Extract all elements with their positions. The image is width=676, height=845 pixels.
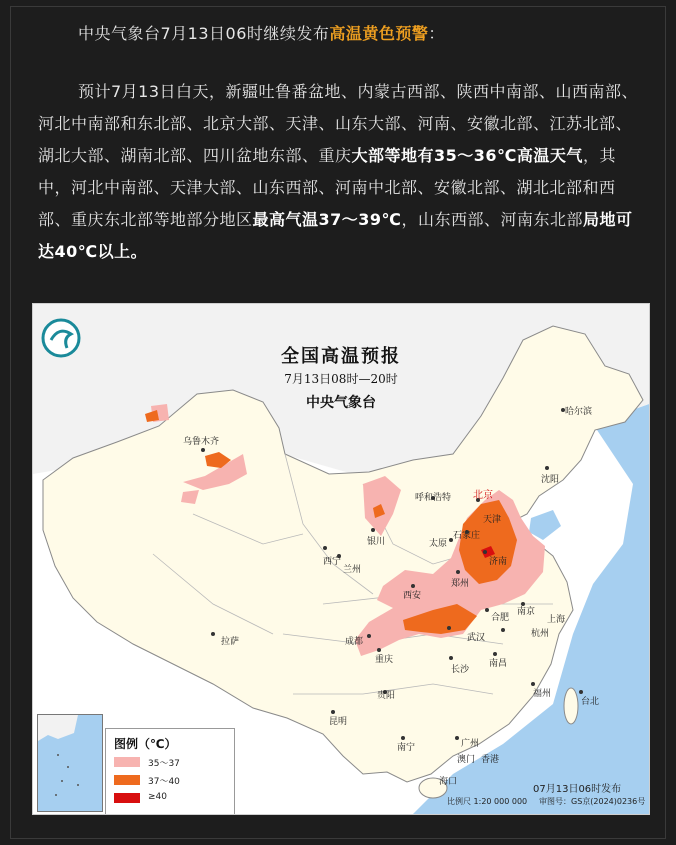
legend-item [114, 793, 224, 805]
heat-forecast-map [32, 303, 650, 815]
city-label: 沈阳 [541, 475, 560, 485]
city-label: 北京 [473, 490, 493, 501]
city-label: 重庆 [375, 655, 394, 665]
city-label: 西安 [403, 591, 422, 601]
forecast-seg-5: ，山东西部、河南东北部 [401, 210, 583, 229]
forecast-seg-3: ，其中，河北中南部、天津大部、山东西部、河南中北部、安徽北部、湖北北部和西部、重庆东北部等地部分地区 [38, 146, 616, 229]
map-title: 全国高温预报 [281, 346, 401, 367]
city-label: 澳门 [457, 755, 476, 765]
city-label: 合肥 [491, 613, 510, 623]
city-label: 香港 [481, 755, 500, 765]
city-label: 长沙 [451, 665, 470, 675]
legend-item [114, 775, 224, 787]
city-label: 台北 [581, 697, 600, 707]
inset-graphic [38, 715, 102, 811]
city-label: 哈尔滨 [565, 407, 593, 417]
map-agency: 中央气象台 [306, 395, 376, 411]
city-label: 天津 [483, 515, 502, 525]
city-label: 乌鲁木齐 [183, 437, 220, 447]
city-label: 南京 [517, 607, 536, 617]
legend-label: 35～37 [148, 759, 180, 769]
city-label: 郑州 [451, 579, 470, 589]
forecast-seg-4: 最高气温37～39℃ [252, 210, 402, 229]
city-label: 银川 [367, 537, 386, 547]
forecast-seg-1: 预计7月13日白天，新疆吐鲁番盆地、内蒙古西部、陕西中南部、山西南部、河北中南部和东北部、北京大部、天津、山东大部、河南、安徽北部、江苏北部、湖北大部、湖南北部、四川盆地东部、重庆 [38, 82, 639, 165]
city-label: 呼和浩特 [415, 493, 452, 503]
taiwan-island [564, 688, 578, 724]
city-label: 海口 [439, 777, 458, 787]
city-label: 广州 [461, 739, 480, 749]
city-label: 成都 [345, 637, 364, 647]
forecast-seg-2: 大部等地有35～36℃高温天气 [351, 146, 583, 165]
map-approval-number: 审图号：GS京(2024)0236号 [539, 797, 646, 806]
city-label: 济南 [489, 557, 508, 567]
south-china-sea-inset [37, 714, 103, 812]
map-legend [105, 728, 235, 815]
bohai-sea [529, 510, 561, 540]
city-label: 福州 [533, 689, 552, 699]
city-label: 兰州 [343, 565, 362, 575]
intro-paragraph [38, 18, 638, 50]
city-label: 西宁 [323, 557, 342, 567]
city-label: 武汉 [467, 633, 486, 643]
intro-colon: ： [428, 24, 445, 43]
forecast-paragraph [38, 76, 646, 268]
city-label: 石家庄 [453, 531, 481, 541]
city-label: 拉萨 [221, 637, 240, 647]
legend-item [114, 757, 224, 769]
legend-swatch [114, 775, 140, 785]
city-label: 杭州 [531, 629, 550, 639]
legend-swatch [114, 757, 140, 767]
issue-time: 07月13日06时发布 [533, 784, 622, 795]
city-label: 昆明 [329, 717, 348, 727]
intro-text: 中央气象台7月13日06时继续发布 [78, 24, 330, 43]
forecast-seg-6: 局地可达40℃以上。 [38, 210, 633, 261]
city-label: 太原 [429, 539, 448, 549]
legend-swatch [114, 793, 140, 803]
city-label: 上海 [547, 615, 566, 625]
legend-label: ≥40 [148, 792, 167, 802]
city-label: 南昌 [489, 659, 508, 669]
map-time-range: 7月13日08时—20时 [284, 372, 398, 386]
legend-label: 37～40 [148, 777, 180, 787]
city-label: 贵阳 [377, 691, 396, 701]
city-label: 南宁 [397, 743, 416, 753]
legend-title: 图例（℃） [114, 737, 177, 751]
warning-level: 高温黄色预警 [329, 24, 429, 43]
map-scale: 比例尺 1:20 000 000 [447, 797, 528, 806]
